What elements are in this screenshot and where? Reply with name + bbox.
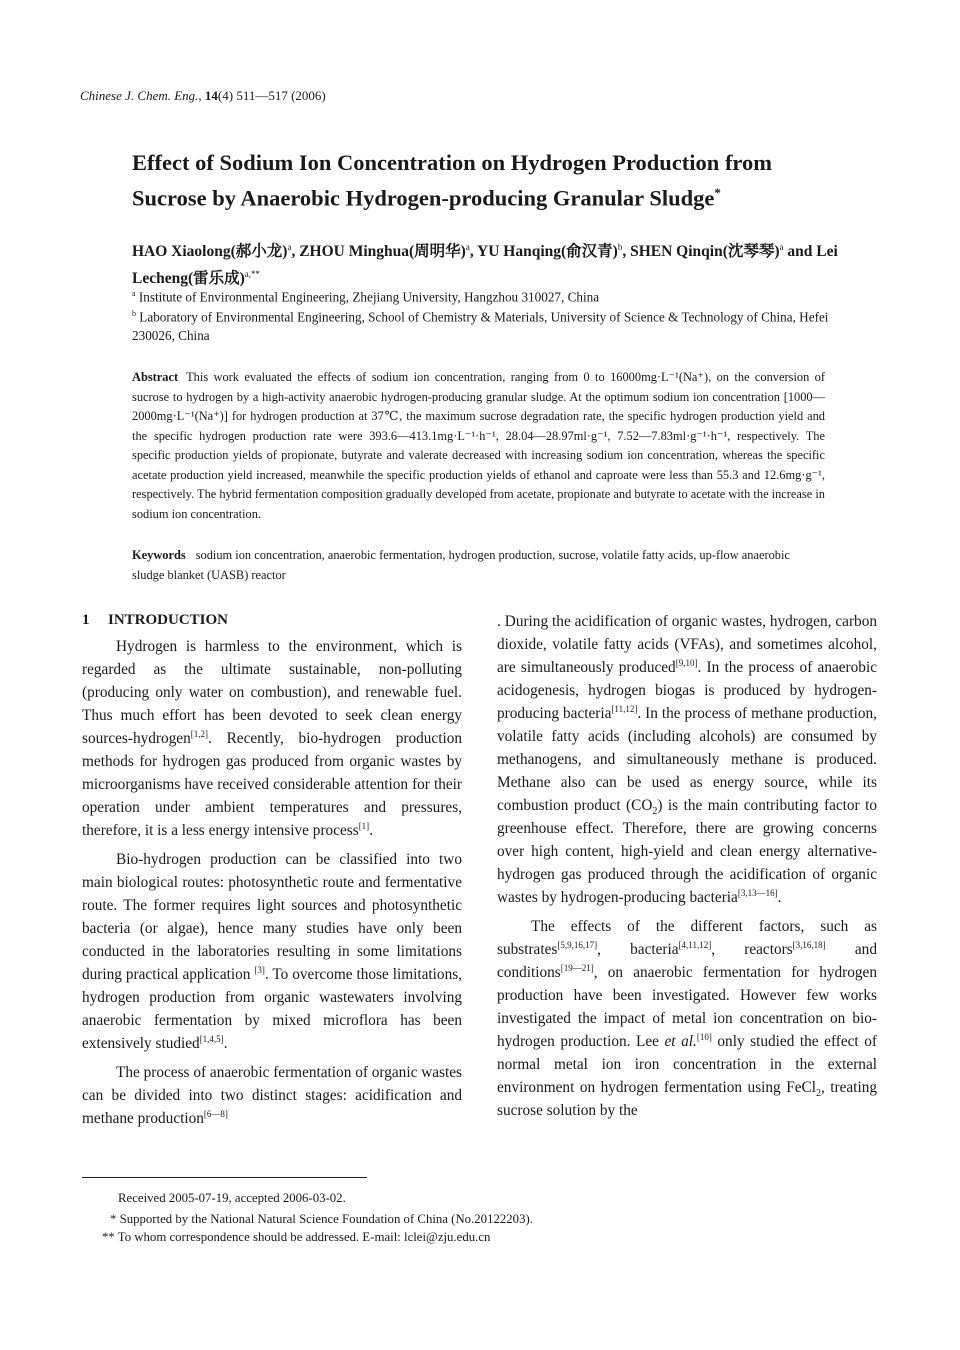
- paragraph: The process of anaerobic fermentation of organic wastes can be divided into two distinct stages: acidification and methane production[6—8]: [82, 1064, 462, 1127]
- footnote-received: Received 2005-07-19, accepted 2006-03-02.: [118, 1191, 346, 1205]
- author: ZHOU Minghua(周明华): [299, 243, 466, 261]
- affiliation-a: $^a$ Institute of Environmental Engineering, Zhejiang University, Hangzhou 310027, China: [132, 289, 600, 305]
- author: HAO Xiaolong(郝小龙): [132, 243, 288, 261]
- footnote-correspondence: ** To whom correspondence should be addressed. E-mail: lclei@zju.edu.cn: [102, 1230, 491, 1244]
- journal-header: Chinese J. Chem. Eng., 14(4) 511—517 (2006): [80, 88, 326, 103]
- author: YU Hanqing(俞汉青): [477, 243, 618, 261]
- keywords: [132, 546, 825, 585]
- author-list: HAO Xiaolong(郝小龙)$^a$, ZHOU Minghua(周明华)$^a$, YU Hanqing(俞汉青)$^b$, SHEN Qinqin(沈琴琴)$^a$ and Lei Lecheng(雷乐成)$^{a,**}$: [132, 242, 838, 288]
- keywords-label: Keywords: [132, 548, 186, 562]
- paragraph: Bio-hydrogen production can be classified into two main biological routes: photosynthetic route and fermentative route. The former requires light sources and photosynthetic bacteria (or algae), hence many studies have only been conducted in the laboratories resulting in some limitations during practical application [3]. To overcome those limitations, hydrogen production from organic wastewaters involving anaerobic fermentation by mixed microflora has been extensively studied[1,4,5].: [82, 851, 462, 1052]
- paragraph-continuation: . During the acidification of organic wastes, hydrogen, carbon dioxide, volatile fatty acids (VFAs), and sometimes alcohol, are simultaneously produced[9,10]. In the process of anaerobic acidogenesis, hydrogen biogas is produced by hydrogen-producing bacteria[11,12]. In the process of methane production, volatile fatty acids (including alcohols) are consumed by methanogens, and simultaneously methane is produced. Methane also can be used as energy source, while its combustion product $(CO_2)$ is the main contributing factor to greenhouse effect. Therefore, there are growing concerns over high content, high-yield and clean energy alternative-hydrogen gas produced through the acidification of organic wastes by hydrogen-producing bacteria[3,13—16].: [497, 613, 878, 906]
- footnote-rule: [82, 1177, 367, 1178]
- abstract-label: Abstract: [132, 370, 179, 384]
- section-heading: 1 INTRODUCTION: [82, 612, 229, 628]
- body-column-right: [497, 610, 877, 1128]
- author: SHEN Qinqin(沈琴琴): [630, 243, 780, 261]
- paper-title: Effect of Sodium Ion Concentration on Hydrogen Production from Sucrose by Anaerobic Hydrogen-producing Granular Sludge*: [132, 150, 773, 211]
- paragraph: The effects of the different factors, such as substrates[5,9,16,17], bacteria[4,11,12], reactors[3,16,18] and conditions[19—21], on anaerobic fermentation for hydrogen production have been investigated. However few works investigated the impact of metal ion concentration on bio-hydrogen production. Lee et al.[10] only studied the effect of normal metal ion iron concentration in the external environment on hydrogen fermentation using FeCl$_2$, treating sucrose solution by the: [497, 918, 877, 1119]
- body-column-left: [82, 635, 462, 1136]
- affiliation-b: $^b$ Laboratory of Environmental Engineering, School of Chemistry & Materials, University of Science & Technology of China, Hefei 230026, China: [132, 309, 829, 344]
- footnote-support: * Supported by the National Natural Science Foundation of China (No.20122203).: [110, 1212, 533, 1226]
- keywords-text: sodium ion concentration, anaerobic fermentation, hydrogen production, sucrose, volatile fatty acids, up-flow anaerobic sludge blanket (UASB) reactor: [132, 548, 790, 582]
- paragraph: Hydrogen is harmless to the environment, which is regarded as the ultimate sustainable, non-polluting (producing only water on combustion), and renewable fuel. Thus much effort has been devoted to seek clean energy sources-hydrogen[1,2]. Recently, bio-hydrogen production methods for hydrogen gas produced from organic wastes by microorganisms have received considerable attention for their operation under ambient temperatures and pressures, therefore, it is a less energy intensive process[1].: [82, 638, 462, 839]
- abstract: [132, 368, 825, 524]
- author: Lei Lecheng(雷乐成): [132, 243, 838, 288]
- abstract-text: This work evaluated the effects of sodium ion concentration, ranging from 0 to 16000mg·L⁻¹(Na⁺), on the conversion of sucrose to hydrogen by a high-activity anaerobic hydrogen-producing granular sludge. At the optimum sodium ion concentration [1000—2000mg·L⁻¹(Na⁺)] for hydrogen production at 37℃, the maximum sucrose degradation rate, the specific hydrogen production yield and the specific hydrogen production rate were 393.6—413.1mg·L⁻¹·h⁻¹, 28.04—28.97ml·g⁻¹, 7.52—7.83ml·g⁻¹·h⁻¹, respectively. The specific production yields of propionate, butyrate and valerate decreased with increasing sodium ion concentration, whereas the specific acetate production yield increased, meanwhile the specific production yields of ethanol and caproate were less than 55.3 and 12.6mg·g⁻¹, respectively. The hybrid fermentation composition gradually developed from acetate, propionate and butyrate to acetate with the increase in sodium ion concentration.: [132, 370, 825, 521]
